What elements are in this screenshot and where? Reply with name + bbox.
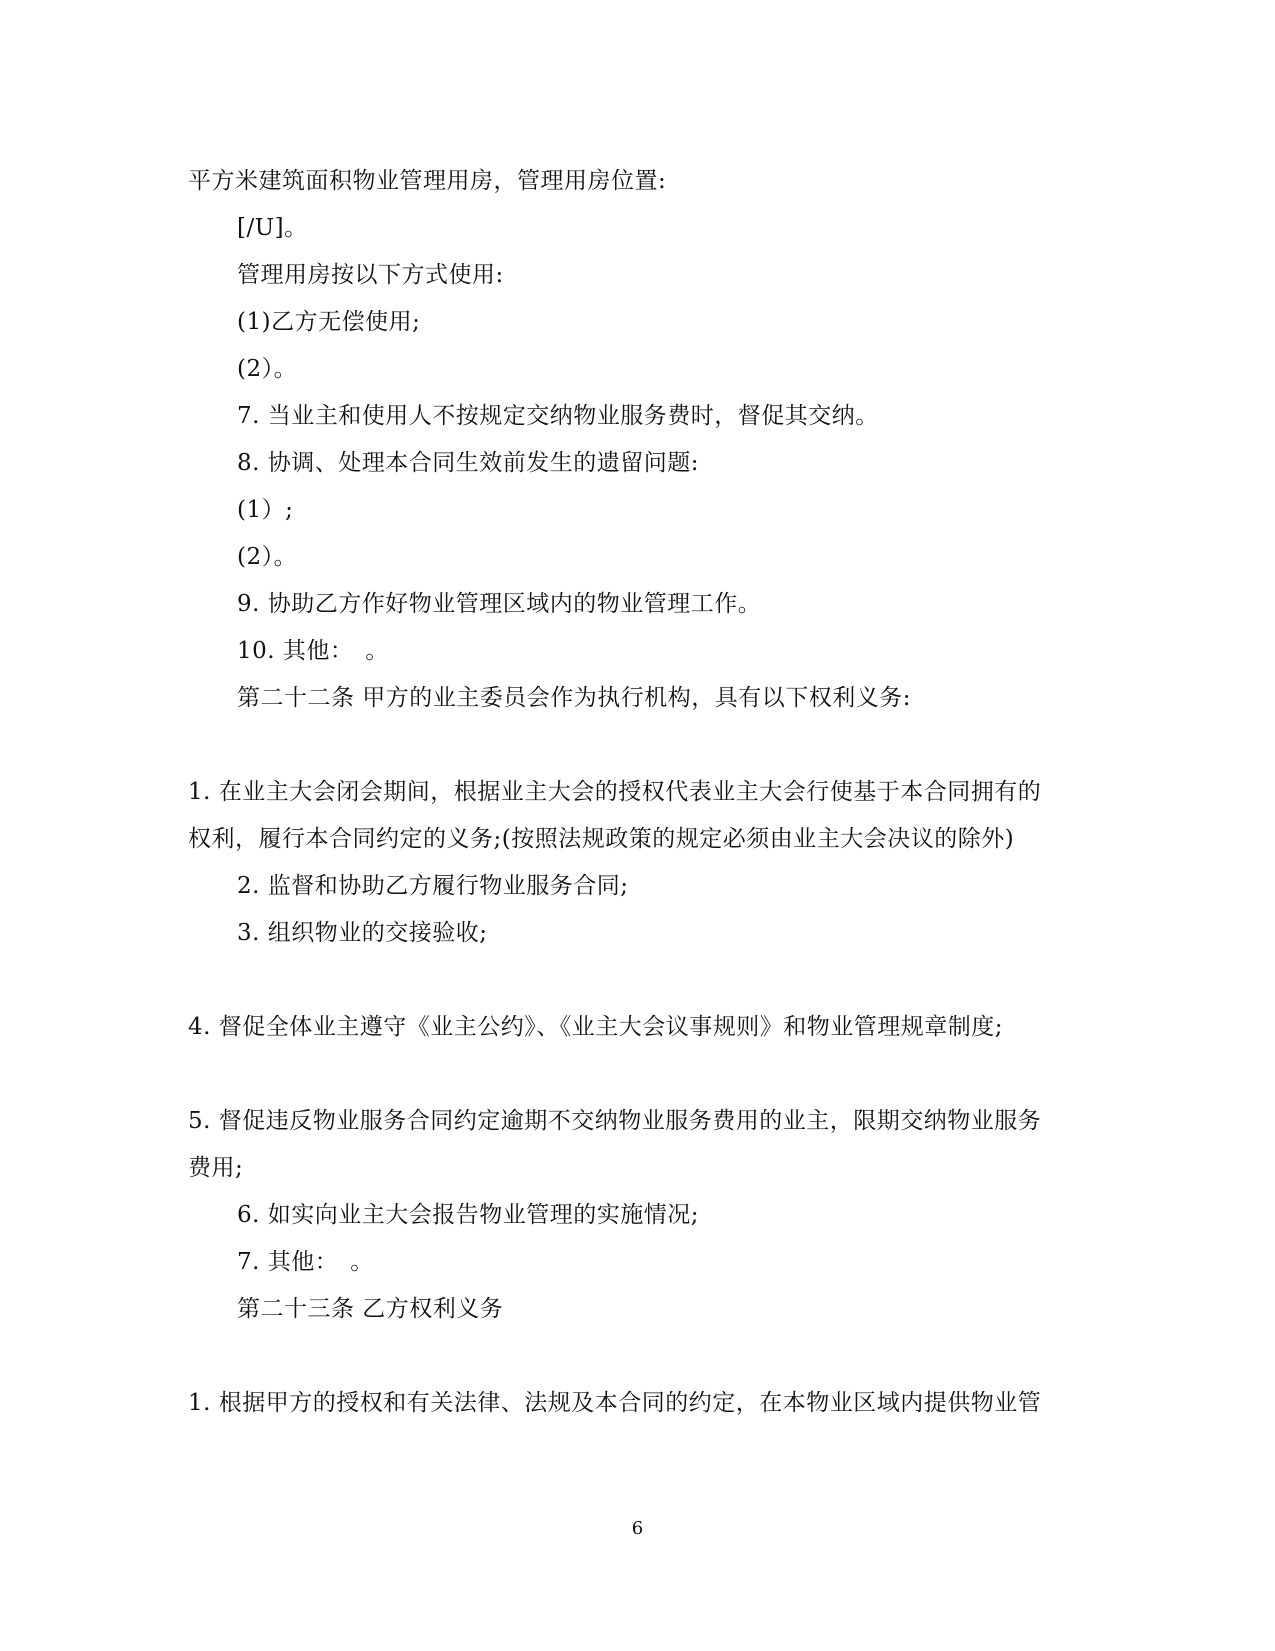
text-line: (2）。 xyxy=(237,356,298,382)
page-number: 6 xyxy=(631,1518,644,1539)
text-line: (2）。 xyxy=(237,544,298,570)
text-line: 3. 组织物业的交接验收; xyxy=(237,920,488,946)
text-line: 1. 根据甲方的授权和有关法律、法规及本合同的约定，在本物业区域内提供物业管 xyxy=(188,1390,1042,1416)
text-line: (1)乙方无偿使用; xyxy=(237,309,421,335)
text-line: 管理用房按以下方式使用: xyxy=(237,262,504,288)
text-line: 6. 如实向业主大会报告物业管理的实施情况; xyxy=(237,1202,700,1228)
text-line: 7. 其他： 。 xyxy=(237,1249,374,1275)
text-line: 4. 督促全体业主遵守《业主公约》、《业主大会议事规则》和物业管理规章制度; xyxy=(188,1014,1004,1040)
text-line: [/U]。 xyxy=(237,215,308,241)
text-line: 10. 其他： 。 xyxy=(237,638,389,664)
text-line: 费用; xyxy=(188,1155,244,1181)
text-line: 权利，履行本合同约定的义务;(按照法规政策的规定必须由业主大会决议的除外) xyxy=(188,826,1015,852)
section-heading: 第二十三条 乙方权利义务 xyxy=(237,1296,504,1322)
section-heading: 第二十二条 甲方的业主委员会作为执行机构，具有以下权利义务: xyxy=(237,685,912,711)
text-line: 8. 协调、处理本合同生效前发生的遗留问题: xyxy=(237,450,700,476)
text-line: 2. 监督和协助乙方履行物业服务合同; xyxy=(237,873,629,899)
text-line: 平方米建筑面积物业管理用房，管理用房位置: xyxy=(188,168,667,194)
text-line: 7. 当业主和使用人不按规定交纳物业服务费时，督促其交纳。 xyxy=(237,403,879,429)
text-line: 9. 协助乙方作好物业管理区域内的物业管理工作。 xyxy=(237,591,762,617)
text-line: (1）; xyxy=(237,497,294,523)
text-line: 5. 督促违反物业服务合同约定逾期不交纳物业服务费用的业主，限期交纳物业服务 xyxy=(188,1108,1042,1134)
text-line: 1. 在业主大会闭会期间，根据业主大会的授权代表业主大会行使基于本合同拥有的 xyxy=(188,779,1042,805)
